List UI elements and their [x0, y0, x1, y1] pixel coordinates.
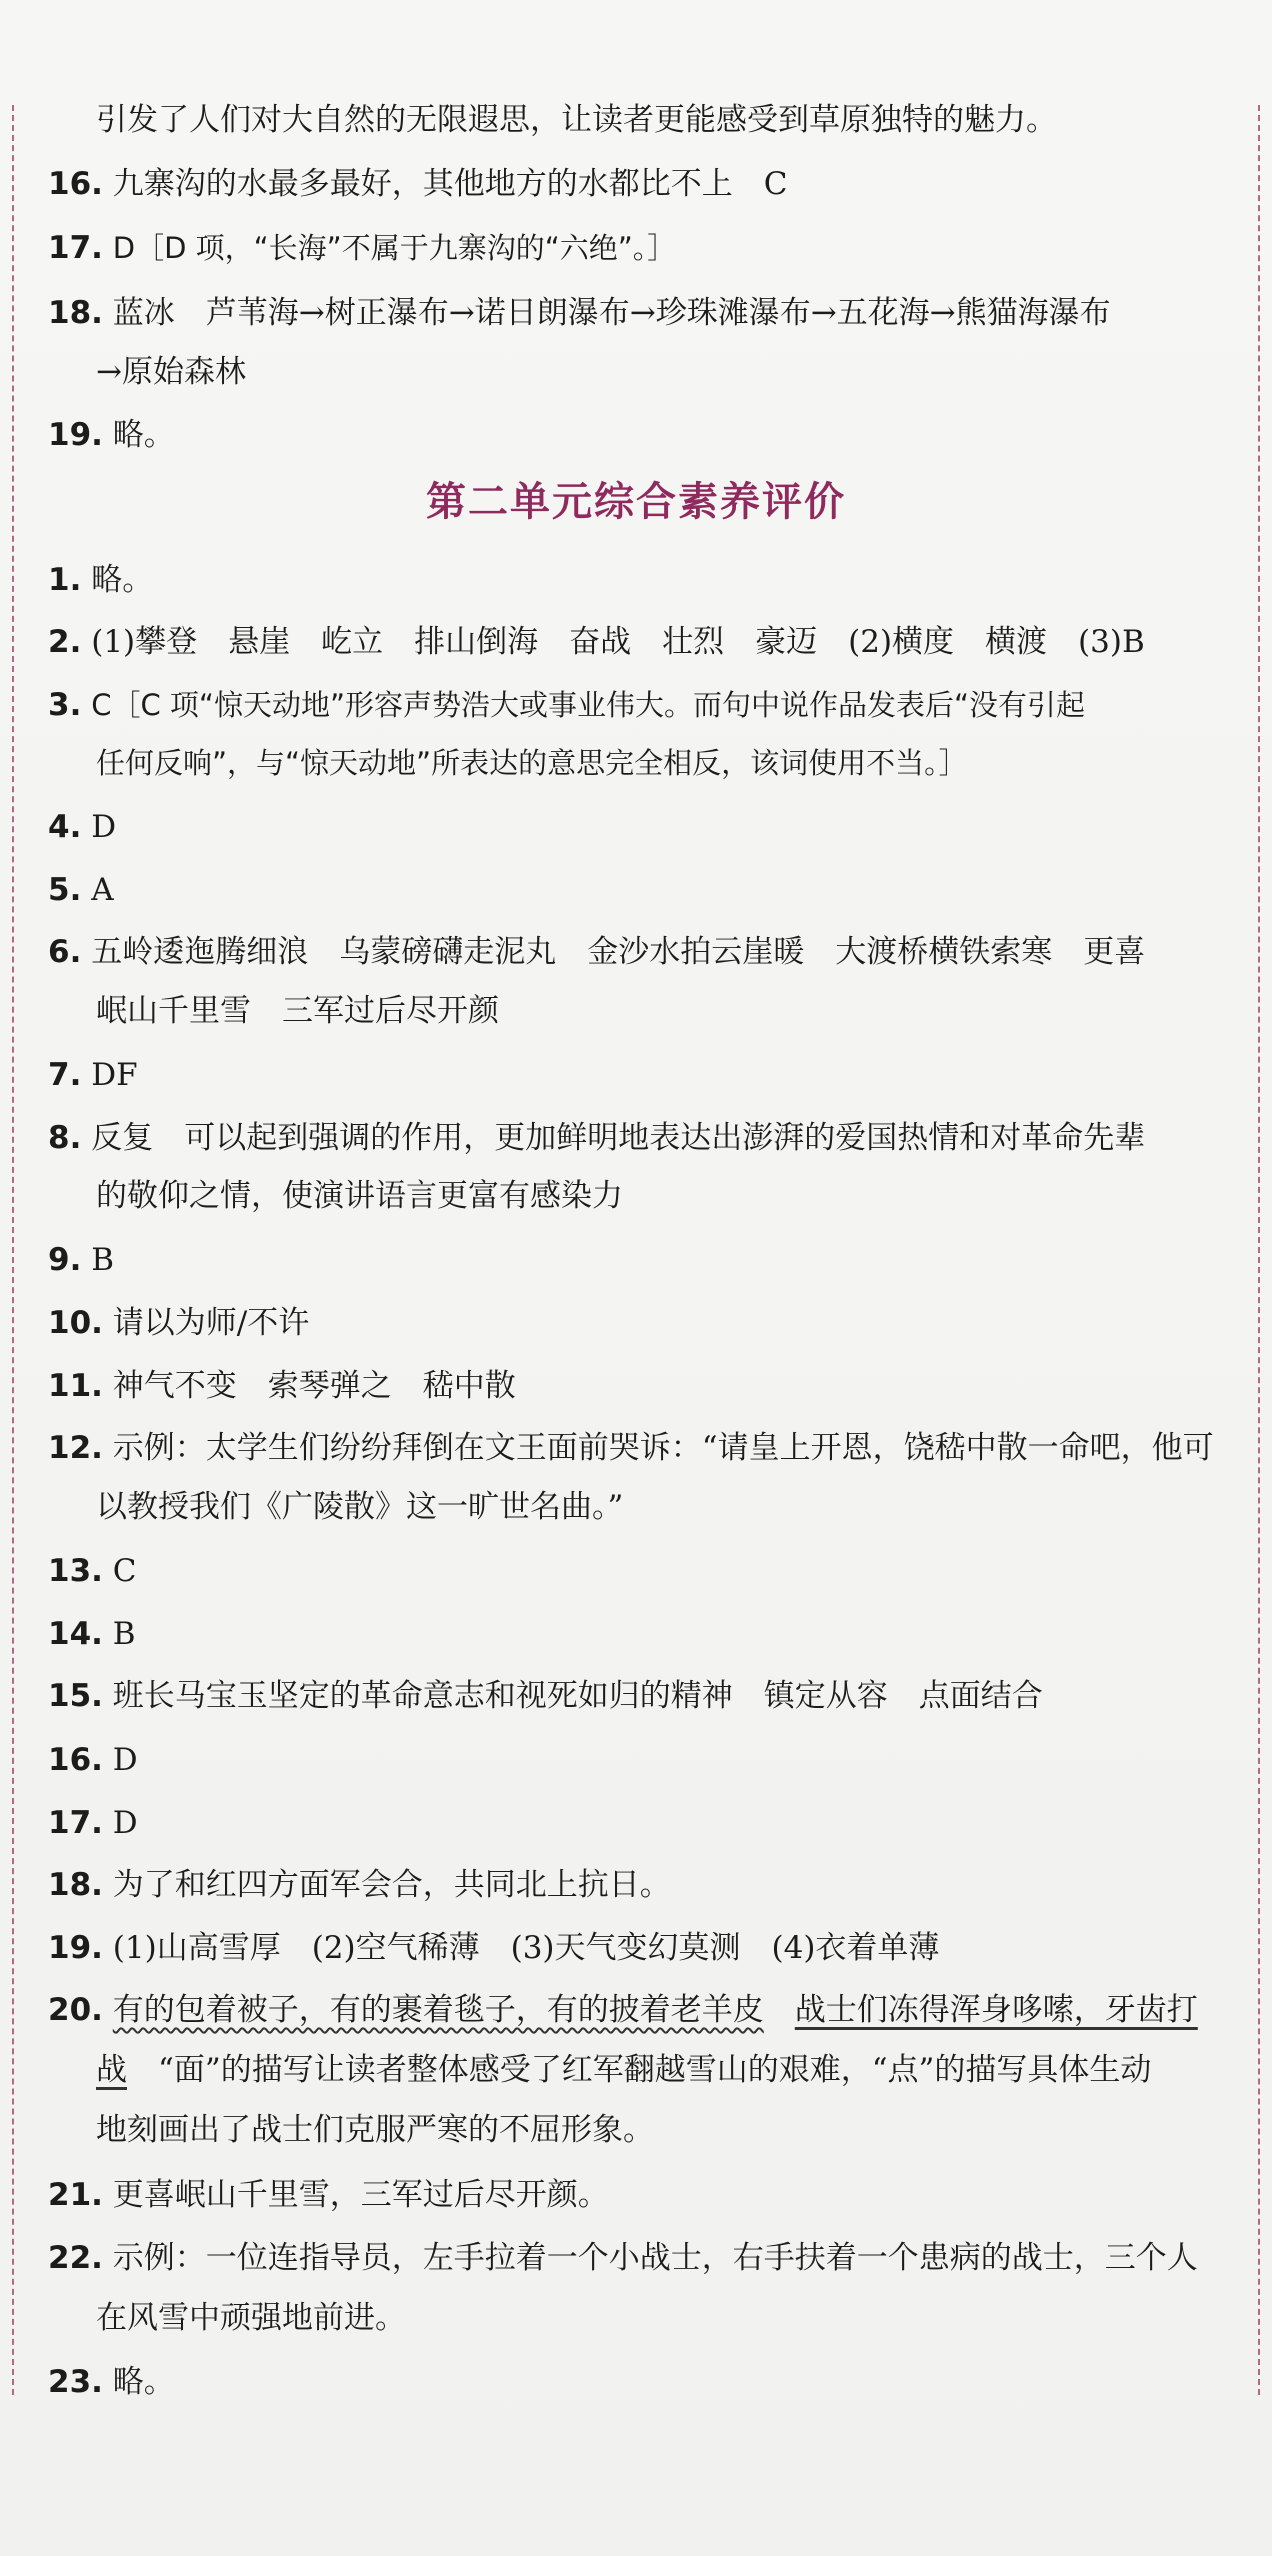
- answer-18: [48, 1865, 1246, 1905]
- answer-text: 班长马宝玉坚定的革命意志和视死如归的精神 镇定从容 点面结合: [112, 1678, 1043, 1714]
- answer-22: [48, 2238, 1246, 2278]
- answer-8: [48, 1118, 1246, 1158]
- answer-text: D［D 项，“长海”不属于九寨沟的“六绝”。］: [112, 231, 677, 265]
- right-margin-rule: [1258, 105, 1260, 2395]
- answer-number: 1.: [48, 562, 82, 598]
- answer-text: 五岭逶迤腾细浪 乌蒙磅礴走泥丸 金沙水拍云崖暖 大渡桥横铁索寒 更喜: [91, 934, 1146, 970]
- answer-12: [48, 1428, 1246, 1468]
- answer-text: 反复 可以起到强调的作用，更加鲜明地表达出澎湃的爱国热情和对革命先辈: [91, 1120, 1146, 1156]
- spacer: [764, 1992, 795, 2028]
- text-line: [96, 743, 1246, 783]
- answer-text: →原始森林: [96, 354, 246, 390]
- answer-number: 20.: [48, 1992, 103, 2028]
- answer-16-prev: [48, 164, 1246, 204]
- underlined-text: 战: [96, 2052, 127, 2088]
- answer-text: A: [91, 872, 114, 908]
- answer-20: [48, 1990, 1246, 2030]
- answer-number: 8.: [48, 1120, 82, 1156]
- answer-text: (1)山高雪厚 (2)空气稀薄 (3)天气变幻莫测 (4)衣着单薄: [112, 1930, 940, 1966]
- answer-number: 9.: [48, 1242, 82, 1278]
- left-margin-rule: [12, 105, 14, 2395]
- answer-11: [48, 1366, 1246, 1406]
- answer-19-prev: [48, 415, 1246, 455]
- answer-text: 引发了人们对大自然的无限遐思，让读者更能感受到草原独特的魅力。: [96, 102, 1057, 138]
- answer-7: [48, 1055, 1246, 1095]
- answer-23: [48, 2362, 1246, 2402]
- answer-number: 12.: [48, 1430, 103, 1466]
- answer-text: 地刻画出了战士们克服严寒的不屈形象。: [96, 2112, 654, 2148]
- answer-number: 18.: [48, 295, 103, 331]
- answer-21: [48, 2175, 1246, 2215]
- answer-text: 蓝冰 芦苇海→树正瀑布→诺日朗瀑布→珍珠滩瀑布→五花海→熊猫海瀑布: [112, 295, 1111, 331]
- answer-16: [48, 1740, 1246, 1780]
- answer-text: (1)攀登 悬崖 屹立 排山倒海 奋战 壮烈 豪迈 (2)横度 横渡 (3)B: [91, 624, 1145, 660]
- text-line: [96, 1176, 1246, 1216]
- answer-9: [48, 1240, 1246, 1280]
- answer-number: 14.: [48, 1616, 103, 1652]
- answer-number: 16.: [48, 166, 103, 202]
- text-line: [96, 2298, 1246, 2338]
- answer-17: [48, 1803, 1246, 1843]
- text-line: [96, 352, 1246, 392]
- answer-number: 17.: [48, 230, 103, 266]
- answer-text: 略。: [112, 2364, 175, 2400]
- answer-text: 神气不变 索琴弹之 嵇中散: [112, 1368, 516, 1404]
- answer-text: 为了和红四方面军会合，共同北上抗日。: [112, 1867, 671, 1903]
- answer-2: [48, 622, 1246, 662]
- answer-text: 岷山千里雪 三军过后尽开颜: [96, 993, 499, 1029]
- text-line: [96, 2110, 1246, 2150]
- answer-number: 11.: [48, 1368, 103, 1404]
- answer-4: [48, 807, 1246, 847]
- answer-number: 23.: [48, 2364, 103, 2400]
- answer-number: 15.: [48, 1678, 103, 1714]
- answer-number: 2.: [48, 624, 82, 660]
- answer-number: 10.: [48, 1305, 103, 1341]
- answer-text: 在风雪中顽强地前进。: [96, 2300, 406, 2336]
- answer-number: 4.: [48, 809, 82, 845]
- answer-10: [48, 1303, 1246, 1343]
- answer-number: 13.: [48, 1553, 103, 1589]
- answer-number: 7.: [48, 1057, 82, 1093]
- answer-text: 示例：一位连指导员，左手拉着一个小战士，右手扶着一个患病的战士，三个人: [112, 2240, 1198, 2276]
- answer-number: 17.: [48, 1805, 103, 1841]
- answer-text: B: [91, 1242, 114, 1278]
- unit-title: 第二单元综合素养评价: [426, 479, 846, 525]
- answer-text: 更喜岷山千里雪，三军过后尽开颜。: [112, 2177, 609, 2213]
- answer-number: 6.: [48, 934, 82, 970]
- answer-6: [48, 932, 1246, 972]
- wavy-underlined-text: 有的包着被子，有的裹着毯子，有的披着老羊皮: [112, 1992, 764, 2028]
- text-line: [96, 100, 1246, 140]
- answer-text: C［C 项“惊天动地”形容声势浩大或事业伟大。而句中说作品发表后“没有引起: [91, 688, 1086, 722]
- answer-text: 略。: [112, 417, 175, 453]
- answer-text: 任何反响”，与“惊天动地”所表达的意思完全相反，该词使用不当。］: [96, 746, 968, 780]
- answer-19: [48, 1928, 1246, 1968]
- answer-14: [48, 1614, 1246, 1654]
- answer-text: 以教授我们《广陵散》这一旷世名曲。”: [96, 1489, 624, 1525]
- answer-13: [48, 1551, 1246, 1591]
- answer-text: D: [112, 1805, 138, 1841]
- answer-number: 16.: [48, 1742, 103, 1778]
- answer-text: DF: [91, 1057, 138, 1093]
- answer-text: B: [112, 1616, 136, 1652]
- answer-text: D: [112, 1742, 138, 1778]
- answer-number: 21.: [48, 2177, 103, 2213]
- answer-number: 19.: [48, 1930, 103, 1966]
- answer-text: 示例：太学生们纷纷拜倒在文王面前哭诉：“请皇上开恩，饶嵇中散一命吧，他可: [112, 1430, 1214, 1466]
- answer-text: C: [112, 1553, 137, 1589]
- answer-number: 3.: [48, 687, 82, 723]
- text-line: [96, 1487, 1246, 1527]
- answer-3: [48, 685, 1246, 725]
- answer-text: D: [91, 809, 117, 845]
- answer-text: 九寨沟的水最多最好，其他地方的水都比不上 C: [112, 166, 788, 202]
- underlined-text: 战士们冻得浑身哆嗦，牙齿打: [794, 1992, 1198, 2028]
- answer-text: 的敬仰之情，使演讲语言更富有感染力: [96, 1178, 623, 1214]
- answer-text: 略。: [91, 562, 154, 598]
- answer-text: “面”的描写让读者整体感受了红军翻越雪山的艰难，“点”的描写具体生动: [127, 2052, 1152, 2088]
- answer-number: 19.: [48, 417, 103, 453]
- answer-1: [48, 560, 1246, 600]
- text-line: [96, 991, 1246, 1031]
- answer-5: [48, 870, 1246, 910]
- answer-18-prev: [48, 293, 1246, 333]
- answer-number: 22.: [48, 2240, 103, 2276]
- answer-number: 18.: [48, 1867, 103, 1903]
- text-line: [96, 2050, 1246, 2090]
- answer-number: 5.: [48, 872, 82, 908]
- answer-text: 请以为师/不许: [112, 1305, 310, 1341]
- answer-15: [48, 1676, 1246, 1716]
- answer-17-prev: [48, 228, 1246, 268]
